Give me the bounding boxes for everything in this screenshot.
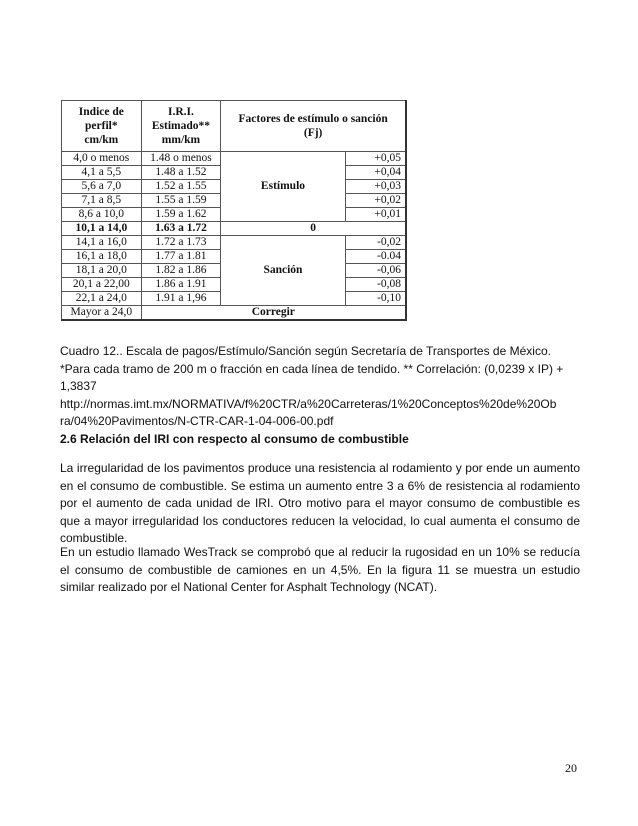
header-factores-line2: (Fj) — [303, 127, 323, 139]
caption-source-url: http://normas.imt.mx/NORMATIVA/f%20CTR/a%20Carreteras/1%20Conceptos%20de%20Ob ra/04%20Pavimentos/N-CTR-CAR-1-04-006-00.pdf — [60, 396, 557, 428]
cell-iri: 1.55 a 1.59 — [141, 194, 221, 208]
header-perfil-line1: Indice de — [78, 106, 124, 118]
cell-perfil: 14,1 a 16,0 — [62, 236, 142, 250]
cell-perfil: 22,1 a 24,0 — [62, 292, 142, 306]
table-header-row — [62, 101, 407, 152]
group-corregir: Corregir — [141, 306, 406, 321]
header-iri-line2: Estimado** — [151, 120, 211, 132]
cell-iri: 1.77 a 1.81 — [141, 250, 221, 264]
table-row — [62, 236, 407, 250]
cell-iri: 1.52 a 1.55 — [141, 180, 221, 194]
paragraph-westrack-study: En un estudio llamado WesTrack se comprobó que al reducir la rugosidad en un 10% se reducía el consumo de combustible de camiones en un 4,5%. En la figura 11 se muestra un estudio similar realizado por el National Center for Asphalt Technology (NCAT). — [60, 545, 580, 594]
cell-iri: 1.86 a 1.91 — [141, 278, 221, 292]
cell-fj: -0,02 — [345, 236, 406, 250]
cell-fj: -0.04 — [345, 250, 406, 264]
group-estimulo: Estímulo — [221, 152, 345, 222]
cell-fj: +0,01 — [345, 208, 406, 222]
cell-perfil: 8,6 a 10,0 — [62, 208, 142, 222]
cell-perfil: 4,1 a 5,5 — [62, 166, 142, 180]
cell-iri: 1.91 a 1,96 — [141, 292, 221, 306]
cell-fj: +0,02 — [345, 194, 406, 208]
header-iri-unit: mm/km — [161, 134, 201, 146]
caption-footnote: *Para cada tramo de 200 m o fracción en cada línea de tendido. ** Correlación: (0,0239 x IP) + 1,3837 — [60, 361, 564, 393]
cell-perfil: 20,1 a 22,00 — [62, 278, 142, 292]
table-caption — [60, 343, 582, 431]
cell-fj: -0,10 — [345, 292, 406, 306]
header-factores — [221, 101, 406, 152]
cell-fj: -0,08 — [345, 278, 406, 292]
paragraph-iri-resistance: La irregularidad de los pavimentos produce una resistencia al rodamiento y por ende un aumento en el consumo de combustible. Se estima un aumento entre 3 a 6% de resistencia al rodamiento por el aumento de cada unidad de IRI. Otro motivo para el mayor consumo de combustible es que a mayor irregularidad los conductores reducen la velocidad, lo cual aumenta el consumo de combustible. — [60, 461, 580, 545]
cell-fj: +0,03 — [345, 180, 406, 194]
section-heading: 2.6 Relación del IRI con respecto al consumo de combustible — [60, 432, 409, 446]
cell-iri: 1.59 a 1.62 — [141, 208, 221, 222]
header-perfil — [62, 101, 142, 152]
cell-iri: 1.82 a 1.86 — [141, 264, 221, 278]
header-perfil-line2: perfil* — [85, 120, 118, 132]
cell-iri: 1.48 a 1.52 — [141, 166, 221, 180]
cell-perfil: 18,1 a 20,0 — [62, 264, 142, 278]
group-neutral: 0 — [221, 222, 406, 236]
table-row-corregir — [62, 306, 407, 321]
cell-perfil: 7,1 a 8,5 — [62, 194, 142, 208]
iri-payment-scale-table — [61, 100, 407, 321]
table-row-neutral — [62, 222, 407, 236]
cell-fj: +0,04 — [345, 166, 406, 180]
page-number: 20 — [565, 761, 577, 775]
cell-perfil: 5,6 a 7,0 — [62, 180, 142, 194]
cell-perfil: 16,1 a 18,0 — [62, 250, 142, 264]
cell-perfil: Mayor a 24,0 — [62, 306, 142, 321]
group-sancion: Sanción — [221, 236, 345, 306]
cell-iri: 1.72 a 1.73 — [141, 236, 221, 250]
cell-fj: -0,06 — [345, 264, 406, 278]
header-factores-line1: Factores de estímulo o sanción — [238, 113, 388, 125]
cell-fj: +0,05 — [345, 152, 406, 166]
cell-perfil: 4,0 o menos — [62, 152, 142, 166]
header-iri — [141, 101, 221, 152]
cell-iri: 1.48 o menos — [141, 152, 221, 166]
cell-iri: 1.63 a 1.72 — [141, 222, 221, 236]
header-perfil-unit: cm/km — [84, 134, 119, 146]
cell-perfil: 10,1 a 14,0 — [62, 222, 142, 236]
caption-title: Cuadro 12.. Escala de pagos/Estímulo/Sanción según Secretaría de Transportes de México. — [60, 344, 551, 358]
header-iri-line1: I.R.I. — [168, 106, 194, 118]
table-row — [62, 152, 407, 166]
